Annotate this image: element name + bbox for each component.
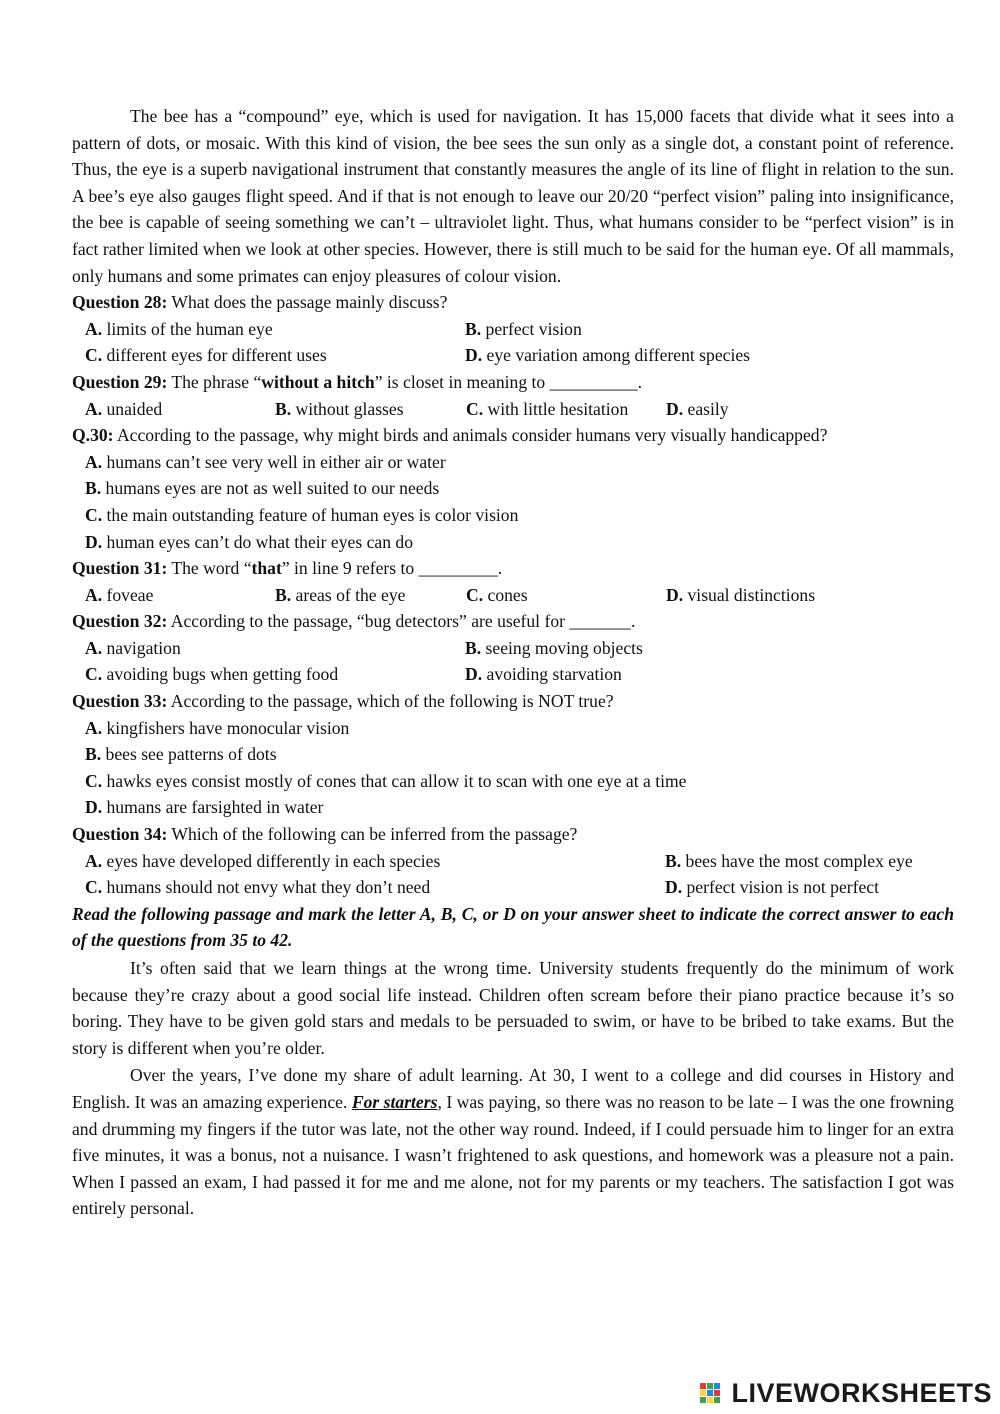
question-30 (72, 422, 954, 555)
option-c[interactable]: C. hawks eyes consist mostly of cones that can allow it to scan with one eye at a time (85, 770, 687, 791)
option-a[interactable]: A. navigation (85, 637, 181, 658)
highlighted-phrase: For starters (351, 1091, 438, 1112)
option-d[interactable]: D. avoiding starvation (465, 664, 622, 685)
option-a[interactable]: A. limits of the human eye (85, 318, 273, 339)
question-stem: Question 31: The word “that” in line 9 refers to _________. (72, 558, 503, 579)
option-b[interactable]: B. perfect vision (465, 318, 582, 339)
passage-paragraph: Over the years, I’ve done my share of adult learning. At 30, I went to a college and did courses in History and English. It was an amazing experience. For starters, I was paying, so there was no reason to be late – I was the one frowning and drumming my fingers if the tutor was late, not the other way round. Indeed, if I could persuade him to linger for an extra five minutes, it was a bonus, not a nuisance. I wasn’t frightened to ask questions, and homework was a pleasure not a pain. When I passed an exam, I had passed it for me and me alone, not for my parents or my teachers. The satisfaction I got was entirely personal. (72, 1065, 954, 1219)
section-instruction: Read the following passage and mark the letter A, B, C, or D on your answer sheet to indicate the correct answer to each of the questions from 35 to 42. (72, 903, 954, 951)
question-label: Question 29: (72, 371, 168, 392)
question-29 (72, 369, 954, 422)
option-d[interactable]: D. eye variation among different species (465, 345, 750, 366)
option-a[interactable]: A. eyes have developed differently in each species (85, 850, 441, 871)
option-b[interactable]: B. areas of the eye (275, 584, 406, 605)
option-c[interactable]: C. with little hesitation (466, 398, 629, 419)
question-stem: Question 34: Which of the following can be inferred from the passage? (72, 824, 578, 845)
question-label: Question 28: (72, 292, 168, 313)
option-d[interactable]: D. perfect vision is not perfect (665, 877, 879, 898)
passage-paragraph: It’s often said that we learn things at the wrong time. University students frequently do the minimum of work because they’re crazy about a good social life instead. Children often scream before their piano practice because it’s so boring. They have to be given gold stars and medals to be persuaded to swim, or have to be bribed to take exams. But the story is different when you’re older. (72, 958, 954, 1058)
question-34 (72, 821, 954, 901)
brand-name: LIVEWORKSHEETS (731, 1378, 992, 1408)
option-a[interactable]: A. foveae (85, 584, 154, 605)
worksheet-page (72, 103, 954, 1222)
option-b[interactable]: B. bees have the most complex eye (665, 850, 913, 871)
liveworksheets-logo-icon (699, 1381, 729, 1405)
option-b[interactable]: B. bees see patterns of dots (85, 744, 277, 765)
highlighted-phrase: without a hitch (261, 371, 375, 392)
question-stem: Q.30: According to the passage, why might birds and animals consider humans very visually handicapped? (72, 425, 828, 446)
question-stem: Question 28: What does the passage mainly discuss? (72, 292, 448, 313)
option-c[interactable]: C. avoiding bugs when getting food (85, 664, 339, 685)
option-c[interactable]: C. cones (466, 584, 528, 605)
question-stem: Question 33: According to the passage, which of the following is NOT true? (72, 691, 614, 712)
highlighted-word: that (251, 558, 282, 579)
question-label: Question 33: (72, 691, 168, 712)
passage-paragraph: The bee has a “compound” eye, which is used for navigation. It has 15,000 facets that divide what it sees into a pattern of dots, or mosaic. With this kind of vision, the bee sees the sun only as a single dot, a constant point of reference. Thus, the eye is a superb navigational instrument that constantly measures the angle of its line of flight in relation to the sun. A bee’s eye also gauges flight speed. And if that is not enough to leave our 20/20 “perfect vision” paling into insignificance, the bee is capable of seeing something we can’t – ultraviolet light. Thus, what humans consider to be “perfect vision” is in fact rather limited when we look at other species. However, there is still much to be said for the human eye. Of all mammals, only humans and some primates can enjoy pleasures of colour vision. (72, 106, 954, 286)
option-d[interactable]: D. humans are farsighted in water (85, 797, 324, 818)
option-a[interactable]: A. unaided (85, 398, 163, 419)
option-a[interactable]: A. humans can’t see very well in either air or water (85, 451, 446, 472)
question-label: Q.30: (72, 425, 114, 446)
option-a[interactable]: A. kingfishers have monocular vision (85, 717, 350, 738)
question-32 (72, 608, 954, 688)
question-label: Question 32: (72, 611, 168, 632)
question-stem: Question 32: According to the passage, “bug detectors” are useful for _______. (72, 611, 636, 632)
question-label: Question 34: (72, 824, 168, 845)
option-d[interactable]: D. visual distinctions (666, 584, 816, 605)
question-31 (72, 555, 954, 608)
question-label: Question 31: (72, 558, 168, 579)
option-c[interactable]: C. different eyes for different uses (85, 345, 327, 366)
option-b[interactable]: B. seeing moving objects (465, 637, 643, 658)
option-b[interactable]: B. without glasses (275, 398, 404, 419)
option-d[interactable]: D. easily (666, 398, 729, 419)
option-c[interactable]: C. humans should not envy what they don’t need (85, 877, 431, 898)
option-d[interactable]: D. human eyes can’t do what their eyes can do (85, 531, 413, 552)
question-stem: Question 29: The phrase “without a hitch” is closet in meaning to __________. (72, 371, 642, 392)
option-c[interactable]: C. the main outstanding feature of human eyes is color vision (85, 504, 519, 525)
option-b[interactable]: B. humans eyes are not as well suited to our needs (85, 478, 440, 499)
question-33 (72, 688, 954, 821)
question-28 (72, 289, 954, 369)
brand-watermark (699, 1378, 992, 1408)
